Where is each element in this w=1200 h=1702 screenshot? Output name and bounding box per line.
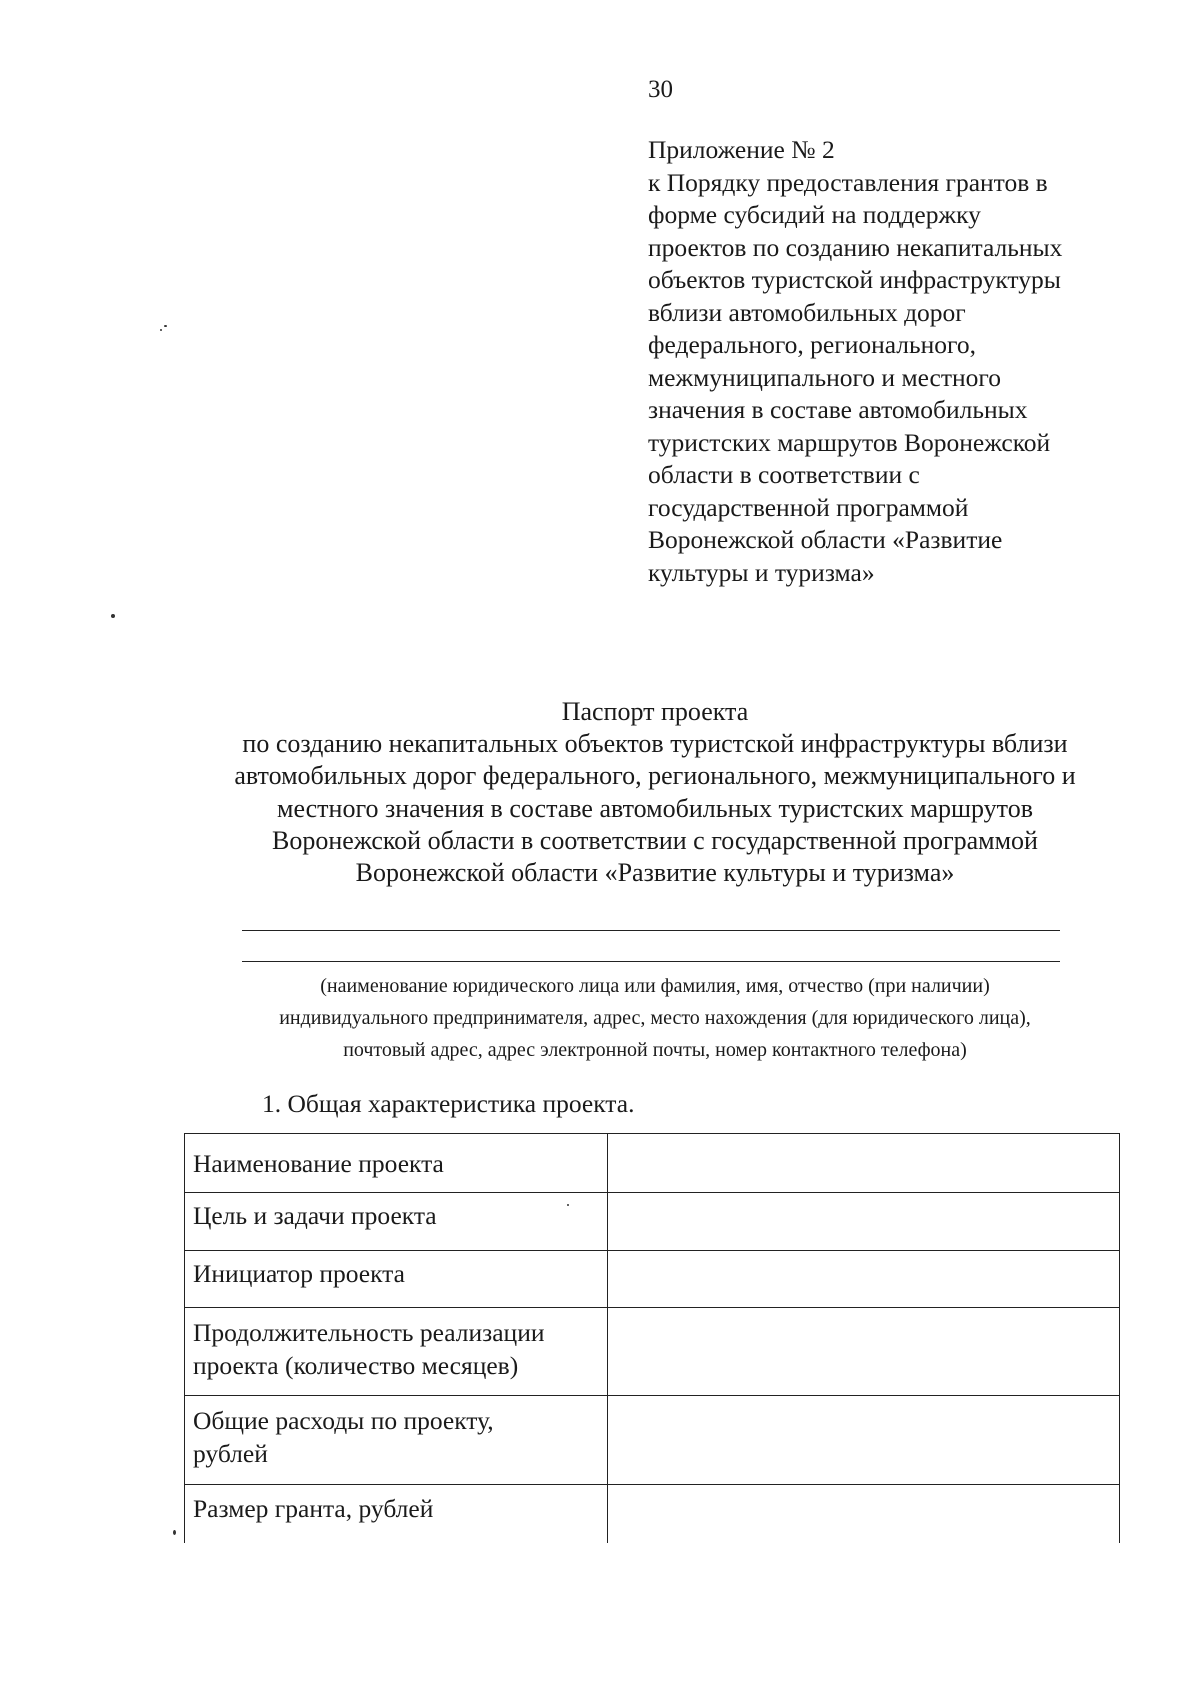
row-label-line: рублей xyxy=(193,1438,268,1468)
appendix-line: межмуниципального и местного xyxy=(648,362,1001,392)
appendix-line: форме субсидий на поддержку xyxy=(648,200,981,229)
scan-speck xyxy=(111,614,115,618)
appendix-line: федерального, регионального, xyxy=(648,330,976,359)
row-label xyxy=(193,1258,603,1291)
applicant-fill-line xyxy=(242,961,1060,962)
row-label-line: Общие расходы по проекту, xyxy=(193,1406,494,1435)
table-row xyxy=(185,1308,1119,1396)
scan-speck xyxy=(173,1530,176,1535)
scan-speck xyxy=(160,329,162,331)
applicant-caption xyxy=(150,970,1160,1066)
appendix-line: Воронежской области «Развитие xyxy=(648,525,1003,554)
row-label-line: Цель и задачи проекта xyxy=(193,1201,437,1230)
row-label-line: проекта (количество месяцев) xyxy=(193,1350,519,1380)
row-label xyxy=(193,1148,603,1181)
title-line: по созданию некапитальных объектов туристской инфраструктуры вблизи xyxy=(242,729,1068,759)
row-label xyxy=(193,1405,603,1470)
table-row xyxy=(185,1193,1119,1251)
appendix-line: области в соответствии с xyxy=(648,460,920,489)
caption-line: почтовый адрес, адрес электронной почты, номер контактного телефона) xyxy=(343,1039,967,1061)
appendix-line: вблизи автомобильных дорог xyxy=(648,297,966,327)
appendix-line: культуры и туризма» xyxy=(648,557,875,587)
row-label xyxy=(193,1317,603,1382)
page-number: 30 xyxy=(648,76,673,103)
scan-speck xyxy=(164,325,167,327)
appendix-line: Приложение № 2 xyxy=(648,135,835,164)
appendix-line: к Порядку предоставления грантов в xyxy=(648,167,1048,197)
title-line: Воронежской области в соответствии с государственной программой xyxy=(272,825,1038,855)
applicant-fill-line xyxy=(242,930,1060,931)
row-label-line: Инициатор проекта xyxy=(193,1259,405,1288)
table-row xyxy=(185,1134,1119,1193)
appendix-line: проектов по созданию некапитальных xyxy=(648,232,1063,262)
title-line: местного значения в составе автомобильных туристских маршрутов xyxy=(277,793,1033,823)
row-label-line: Наименование проекта xyxy=(193,1149,444,1178)
table-row xyxy=(185,1251,1119,1308)
title-line: Паспорт проекта xyxy=(561,697,749,726)
table-row xyxy=(185,1396,1119,1485)
caption-line: (наименование юридического лица или фамилия, имя, отчество (при наличии) xyxy=(320,975,990,997)
row-label xyxy=(193,1493,603,1526)
appendix-line: государственной программой xyxy=(648,492,969,522)
appendix-line: туристских маршрутов Воронежской xyxy=(648,427,1051,457)
table-row xyxy=(185,1485,1119,1544)
row-label-line: Размер гранта, рублей xyxy=(193,1494,434,1523)
section-heading: 1. Общая характеристика проекта. xyxy=(262,1089,635,1118)
document-title xyxy=(120,696,1190,889)
appendix-header xyxy=(648,134,1168,589)
appendix-line: объектов туристской инфраструктуры xyxy=(648,265,1061,294)
title-line: автомобильных дорог федерального, регионального, межмуниципального и xyxy=(234,761,1076,791)
row-label-line: Продолжительность реализации xyxy=(193,1318,545,1347)
caption-line: индивидуального предпринимателя, адрес, место нахождения (для юридического лица), xyxy=(279,1007,1031,1029)
row-label xyxy=(193,1200,603,1233)
appendix-line: значения в составе автомобильных xyxy=(648,395,1028,424)
title-line: Воронежской области «Развитие культуры и туризма» xyxy=(355,858,955,888)
project-characteristics-table xyxy=(184,1133,1120,1543)
